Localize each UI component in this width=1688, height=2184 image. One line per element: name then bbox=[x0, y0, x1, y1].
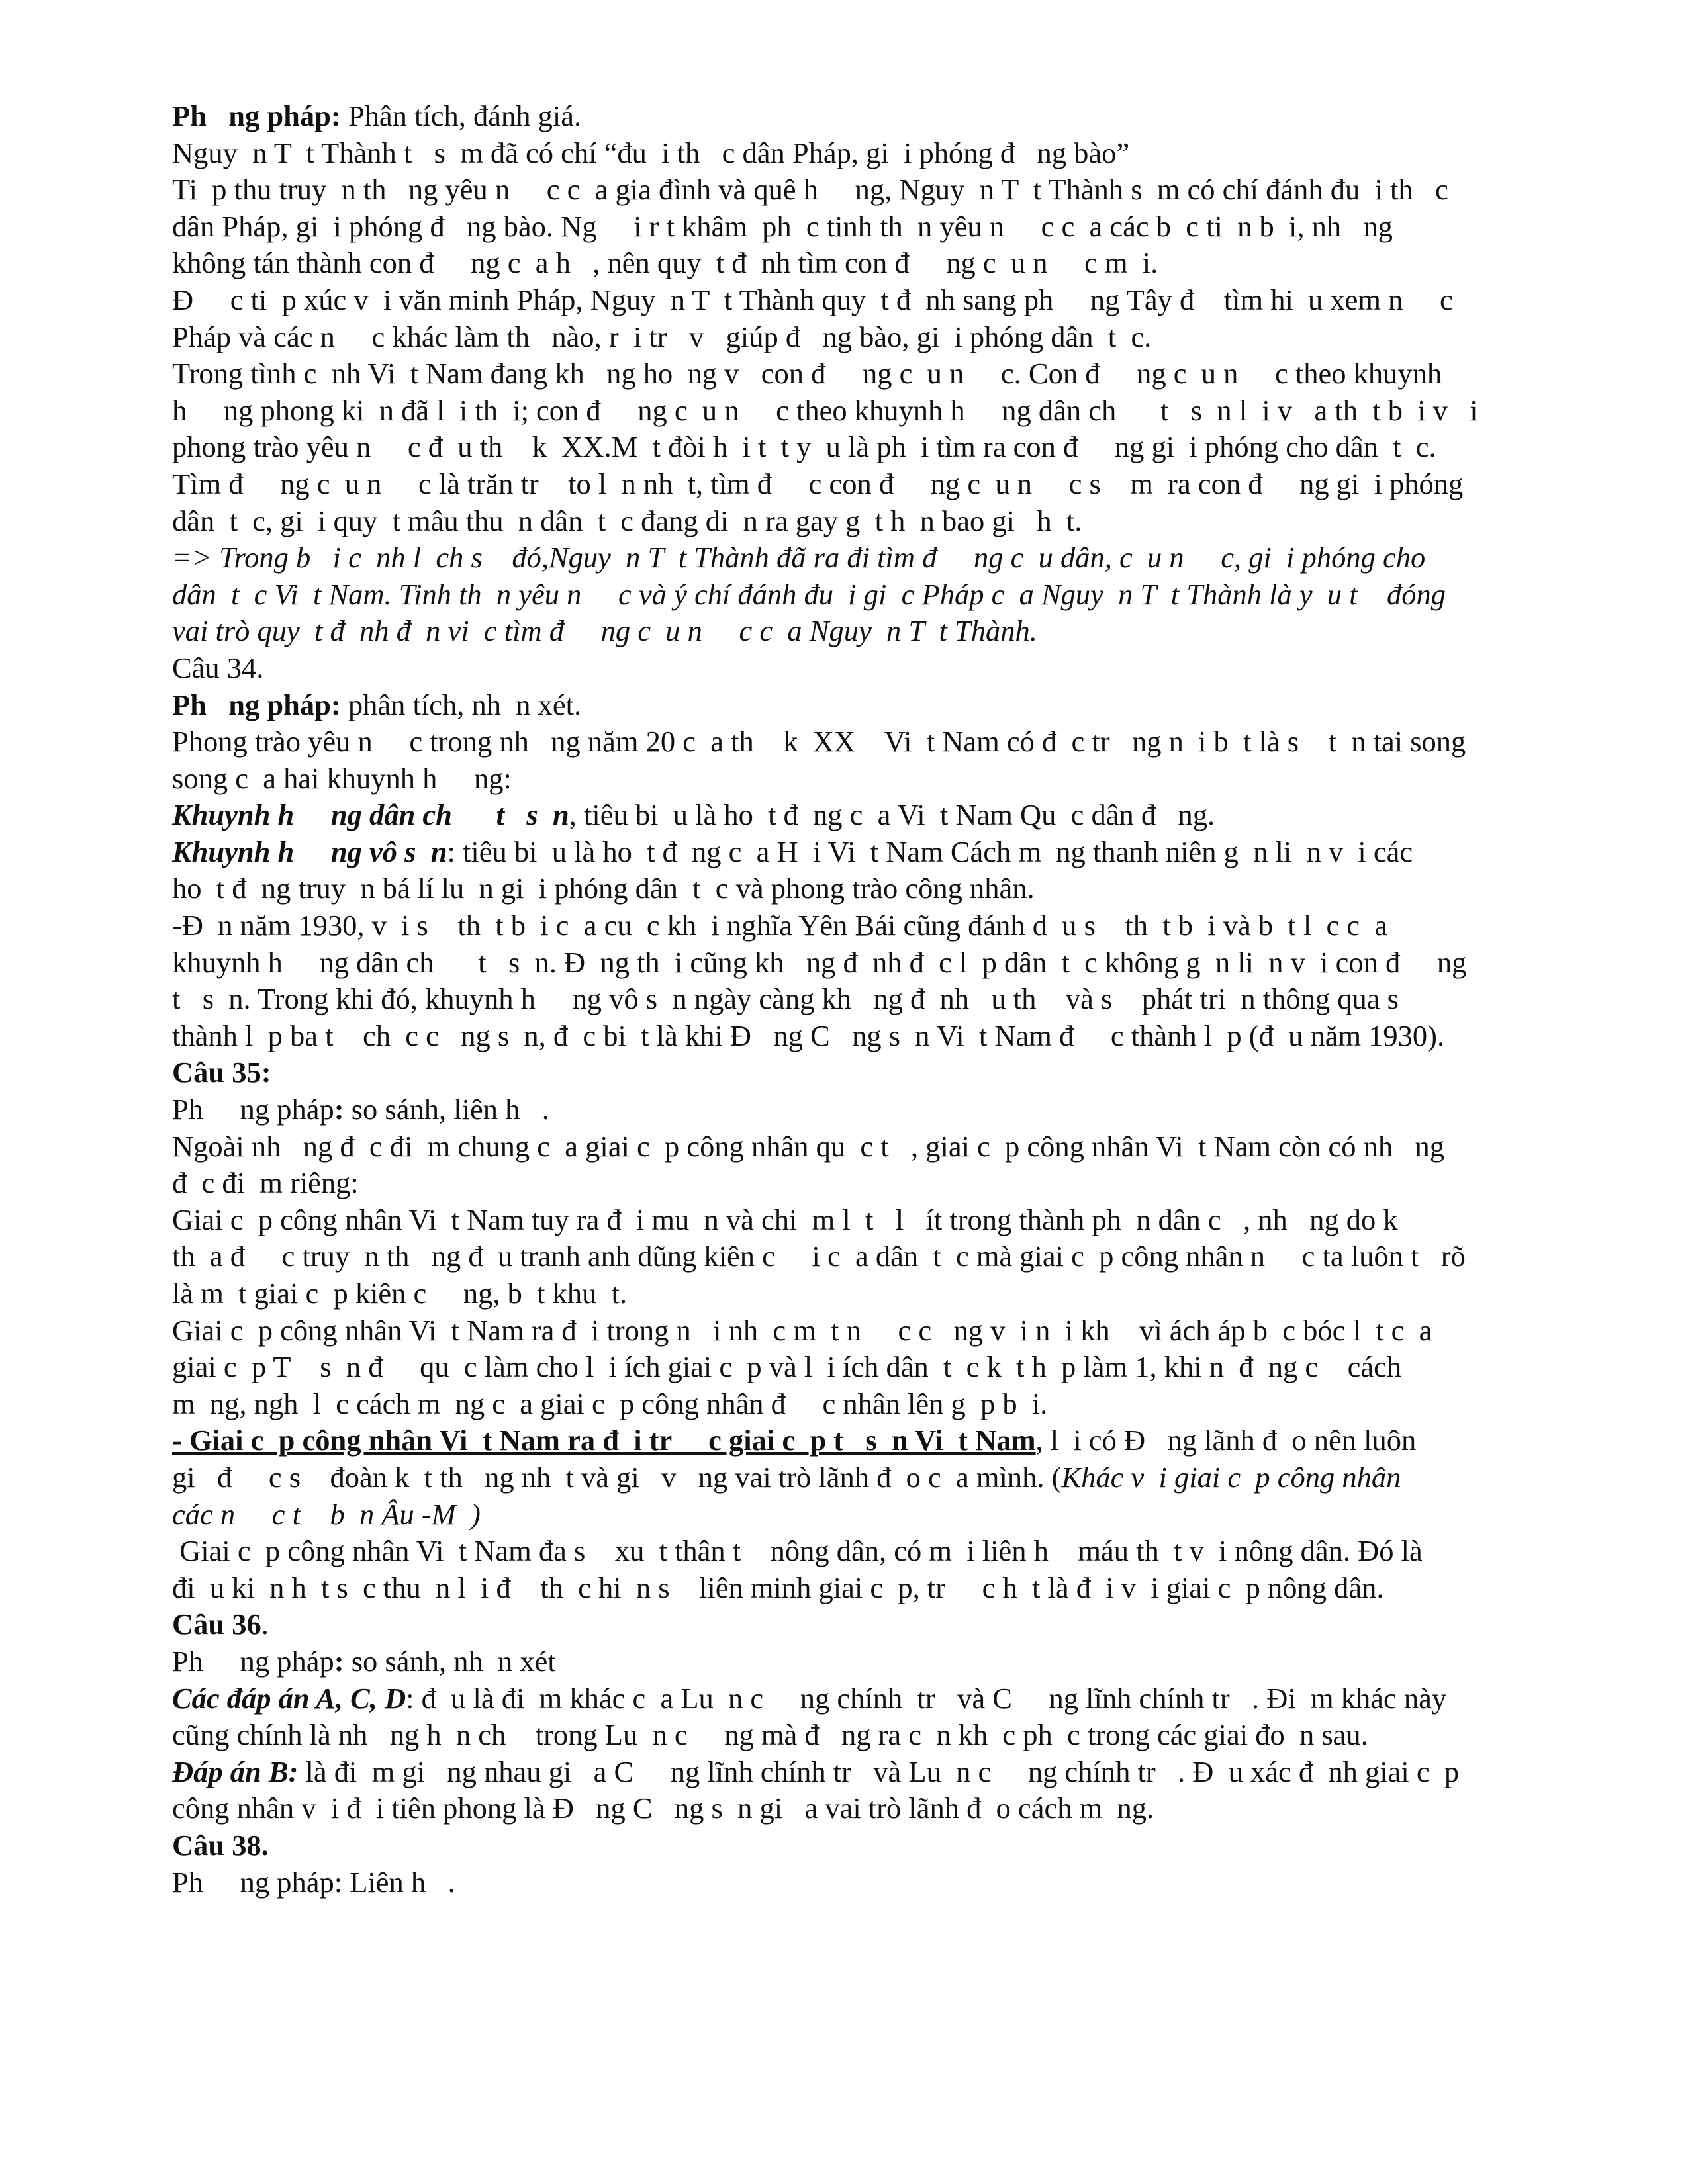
text-run: Khuynh h ng dân ch t s n bbox=[172, 798, 569, 832]
text-run: Nguy n T t Thành t s m đã có chí “đu i th c dân Pháp, gi i phóng đ ng bào” bbox=[172, 136, 1130, 169]
text-run: song c a hai khuynh h ng: bbox=[172, 761, 512, 795]
text-line bbox=[172, 282, 1589, 319]
text-line bbox=[172, 1790, 1589, 1827]
text-line bbox=[172, 1570, 1589, 1607]
text-run: . bbox=[261, 1608, 269, 1641]
text-run: -Đ n năm 1930, v i s th t b i c a cu c kh i nghĩa Yên Bái cũng đánh d u s th t b i và b t l c c a bbox=[172, 909, 1388, 942]
text-line bbox=[172, 1386, 1589, 1423]
text-line bbox=[172, 981, 1589, 1018]
text-line bbox=[172, 1054, 1589, 1091]
text-run: Pháp và các n c khác làm th nào, r i tr v giúp đ ng bào, gi i phóng dân t c. bbox=[172, 320, 1152, 353]
text-run: thành l p ba t ch c c ng s n, đ c bi t là khi Đ ng C ng s n Vi t Nam đ c thành l p (đ u năm 1930). bbox=[172, 1019, 1445, 1052]
text-run: Phân tích, đánh giá. bbox=[340, 99, 582, 132]
text-line bbox=[172, 208, 1589, 246]
text-run: gi đ c s đoàn k t th ng nh t và gi v ng vai trò lãnh đ o c a mình. ( bbox=[172, 1460, 1062, 1494]
text-line bbox=[172, 907, 1589, 944]
text-line bbox=[172, 1091, 1589, 1128]
text-run: ho t đ ng truy n bá lí lu n gi i phóng dân t c và phong trào công nhân. bbox=[172, 872, 1035, 905]
text-run: không tán thành con đ ng c a h , nên quy t đ nh tìm con đ ng c u n c m i. bbox=[172, 246, 1158, 280]
text-run: Các đáp án A, C, D bbox=[172, 1681, 406, 1715]
text-run: => Trong b i c nh l ch s đó,Nguy n T t Thành đã ra đi tìm đ ng c u dân, c u n c, gi i phóng cho bbox=[172, 541, 1426, 574]
text-line bbox=[172, 1827, 1589, 1864]
text-line bbox=[172, 98, 1589, 135]
document-page bbox=[172, 98, 1589, 1901]
text-run: t s n. Trong khi đó, khuynh h ng vô s n ngày càng kh ng đ nh u th và s phát tri n thông qua s bbox=[172, 982, 1399, 1016]
text-line bbox=[172, 870, 1589, 907]
text-line bbox=[172, 1496, 1589, 1533]
text-run: Tìm đ ng c u n c là trăn tr to l n nh t, tìm đ c con đ ng c u n c s m ra con đ ng gi i phóng bbox=[172, 467, 1464, 500]
text-run: công nhân v i đ i tiên phong là Đ ng C ng s n gi a vai trò lãnh đ o cách m ng. bbox=[172, 1792, 1154, 1825]
text-line bbox=[172, 834, 1589, 871]
text-line bbox=[172, 1165, 1589, 1202]
text-run: th a đ c truy n th ng đ u tranh anh dũng kiên c i c a dân t c mà giai c p công nhân n c ta luôn t rõ bbox=[172, 1240, 1466, 1273]
text-line bbox=[172, 1312, 1589, 1349]
text-line bbox=[172, 723, 1589, 760]
text-run: Ph ng pháp: bbox=[172, 688, 341, 721]
text-line bbox=[172, 1680, 1589, 1717]
text-line bbox=[172, 319, 1589, 356]
text-line bbox=[172, 576, 1589, 614]
text-line bbox=[172, 1349, 1589, 1386]
text-line bbox=[172, 1459, 1589, 1496]
text-line bbox=[172, 503, 1589, 540]
text-run: Giai c p công nhân Vi t Nam ra đ i trong n i nh c m t n c c ng v i n i kh vì ách áp b c bóc l t c a bbox=[172, 1313, 1432, 1347]
text-run: Câu 38. bbox=[172, 1828, 269, 1862]
text-line bbox=[172, 466, 1589, 503]
text-run: so sánh, nh n xét bbox=[344, 1644, 556, 1678]
text-run: đi u ki n h t s c thu n l i đ th c hi n s liên minh giai c p, tr c h t là đ i v i giai c p nông dân. bbox=[172, 1570, 1384, 1604]
text-run: Giai c p công nhân Vi t Nam tuy ra đ i mu n và chi m l t l ít trong thành ph n dân c , nh ng do k bbox=[172, 1203, 1398, 1236]
text-line bbox=[172, 797, 1589, 834]
text-run: Ti p thu truy n th ng yêu n c c a gia đình và quê h ng, Nguy n T t Thành s m có chí đánh đu i th c bbox=[172, 173, 1448, 206]
text-line bbox=[172, 1275, 1589, 1312]
text-line bbox=[172, 1422, 1589, 1459]
text-run: phong trào yêu n c đ u th k XX.M t đòi h i t t y u là ph i tìm ra con đ ng gi i phóng cho dân t c. bbox=[172, 430, 1436, 464]
text-run: : bbox=[334, 1644, 344, 1678]
text-run: : bbox=[334, 1093, 344, 1126]
text-run: - Giai c p công nhân Vi t Nam ra đ i tr c giai c p t s n Vi t Nam bbox=[172, 1424, 1036, 1457]
text-line bbox=[172, 1864, 1589, 1901]
text-run: dân t c Vi t Nam. Tinh th n yêu n c và ý chí đánh đu i gi c Pháp c a Nguy n T t Thành là y u t đóng bbox=[172, 577, 1446, 611]
text-run: Câu 35: bbox=[172, 1056, 271, 1089]
text-run: là đi m gi ng nhau gi a C ng lĩnh chính tr và Lu n c ng chính tr . Đ u xác đ nh giai c p bbox=[298, 1754, 1460, 1788]
text-run: vai trò quy t đ nh đ n vi c tìm đ ng c u n c c a Nguy n T t Thành. bbox=[172, 614, 1037, 648]
text-line bbox=[172, 1238, 1589, 1275]
text-run: các n c t b n Âu -M ) bbox=[172, 1497, 481, 1531]
text-line bbox=[172, 135, 1589, 172]
text-run: Ph ng pháp: bbox=[172, 99, 341, 132]
text-run: cũng chính là nh ng h n ch trong Lu n c ng mà đ ng ra c n kh c ph c trong các giai đo n sau. bbox=[172, 1718, 1368, 1752]
text-run: Đáp án B: bbox=[172, 1754, 299, 1788]
text-run: Ngoài nh ng đ c đi m chung c a giai c p công nhân qu c t , giai c p công nhân Vi t Nam còn có nh ng bbox=[172, 1129, 1444, 1163]
text-line bbox=[172, 245, 1589, 282]
text-line bbox=[172, 539, 1589, 576]
text-line bbox=[172, 1533, 1589, 1570]
text-line bbox=[172, 1202, 1589, 1239]
text-run: là m t giai c p kiên c ng, b t khu t. bbox=[172, 1277, 628, 1310]
text-run: Giai c p công nhân Vi t Nam đa s xu t thân t nông dân, có m i liên h máu th t v i nông dân. Đó là bbox=[172, 1534, 1423, 1568]
text-run: Câu 34. bbox=[172, 651, 264, 684]
text-run: khuynh h ng dân ch t s n. Đ ng th i cũng kh ng đ nh đ c l p dân t c không g n li n v i con đ ng bbox=[172, 945, 1467, 979]
text-run: Đ c ti p xúc v i văn minh Pháp, Nguy n T t Thành quy t đ nh sang ph ng Tây đ tìm hi u xem n c bbox=[172, 283, 1453, 316]
text-run: Ph ng pháp: Liên h . bbox=[172, 1865, 455, 1899]
text-run: phân tích, nh n xét. bbox=[340, 688, 582, 721]
text-line bbox=[172, 760, 1589, 797]
text-run: Ph ng pháp bbox=[172, 1644, 334, 1678]
text-line bbox=[172, 944, 1589, 981]
text-run: Ph ng pháp bbox=[172, 1093, 334, 1126]
text-run: giai c p T s n đ qu c làm cho l i ích giai c p và l i ích dân t c k t h p làm 1, khi n đ ng c cách bbox=[172, 1350, 1402, 1384]
text-line bbox=[172, 1717, 1589, 1754]
text-line bbox=[172, 1018, 1589, 1055]
text-line bbox=[172, 1643, 1589, 1680]
text-run: , tiêu bi u là ho t đ ng c a Vi t Nam Qu c dân đ ng. bbox=[569, 798, 1215, 832]
text-run: dân t c, gi i quy t mâu thu n dân t c đang di n ra gay g t h n bao gi h t. bbox=[172, 504, 1082, 537]
text-run: đ c đi m riêng: bbox=[172, 1166, 359, 1200]
text-run: dân Pháp, gi i phóng đ ng bào. Ng i r t khâm ph c tinh th n yêu n c c a các b c ti n b i, nh ng bbox=[172, 209, 1393, 243]
text-line bbox=[172, 429, 1589, 466]
text-line bbox=[172, 392, 1589, 430]
text-line bbox=[172, 171, 1589, 208]
text-line bbox=[172, 1754, 1589, 1791]
text-line bbox=[172, 687, 1589, 724]
text-line bbox=[172, 355, 1589, 392]
text-run: Câu 36 bbox=[172, 1608, 261, 1641]
text-run: Khuynh h ng vô s n bbox=[172, 835, 447, 868]
text-line bbox=[172, 1128, 1589, 1165]
text-run: m ng, ngh l c cách m ng c a giai c p công nhân đ c nhân lên g p b i. bbox=[172, 1387, 1048, 1420]
text-run: Trong tình c nh Vi t Nam đang kh ng ho ng v con đ ng c u n c. Con đ ng c u n c theo khuynh bbox=[172, 357, 1442, 390]
text-run: : tiêu bi u là ho t đ ng c a H i Vi t Nam Cách m ng thanh niên g n li n v i các bbox=[447, 835, 1413, 868]
text-run: , l i có Đ ng lãnh đ o nên luôn bbox=[1035, 1424, 1417, 1457]
text-run: Khác v i giai c p công nhân bbox=[1061, 1460, 1401, 1494]
text-line bbox=[172, 1606, 1589, 1643]
text-line bbox=[172, 613, 1589, 650]
text-line bbox=[172, 650, 1589, 687]
text-run: h ng phong ki n đã l i th i; con đ ng c u n c theo khuynh h ng dân ch t s n l i v a th t b i v i bbox=[172, 393, 1478, 427]
text-run: Phong trào yêu n c trong nh ng năm 20 c a th k XX Vi t Nam có đ c tr ng n i b t là s t n tai song bbox=[172, 725, 1466, 758]
text-run: so sánh, liên h . bbox=[344, 1093, 549, 1126]
text-run: : đ u là đi m khác c a Lu n c ng chính tr và C ng lĩnh chính tr . Đi m khác này bbox=[406, 1681, 1447, 1715]
